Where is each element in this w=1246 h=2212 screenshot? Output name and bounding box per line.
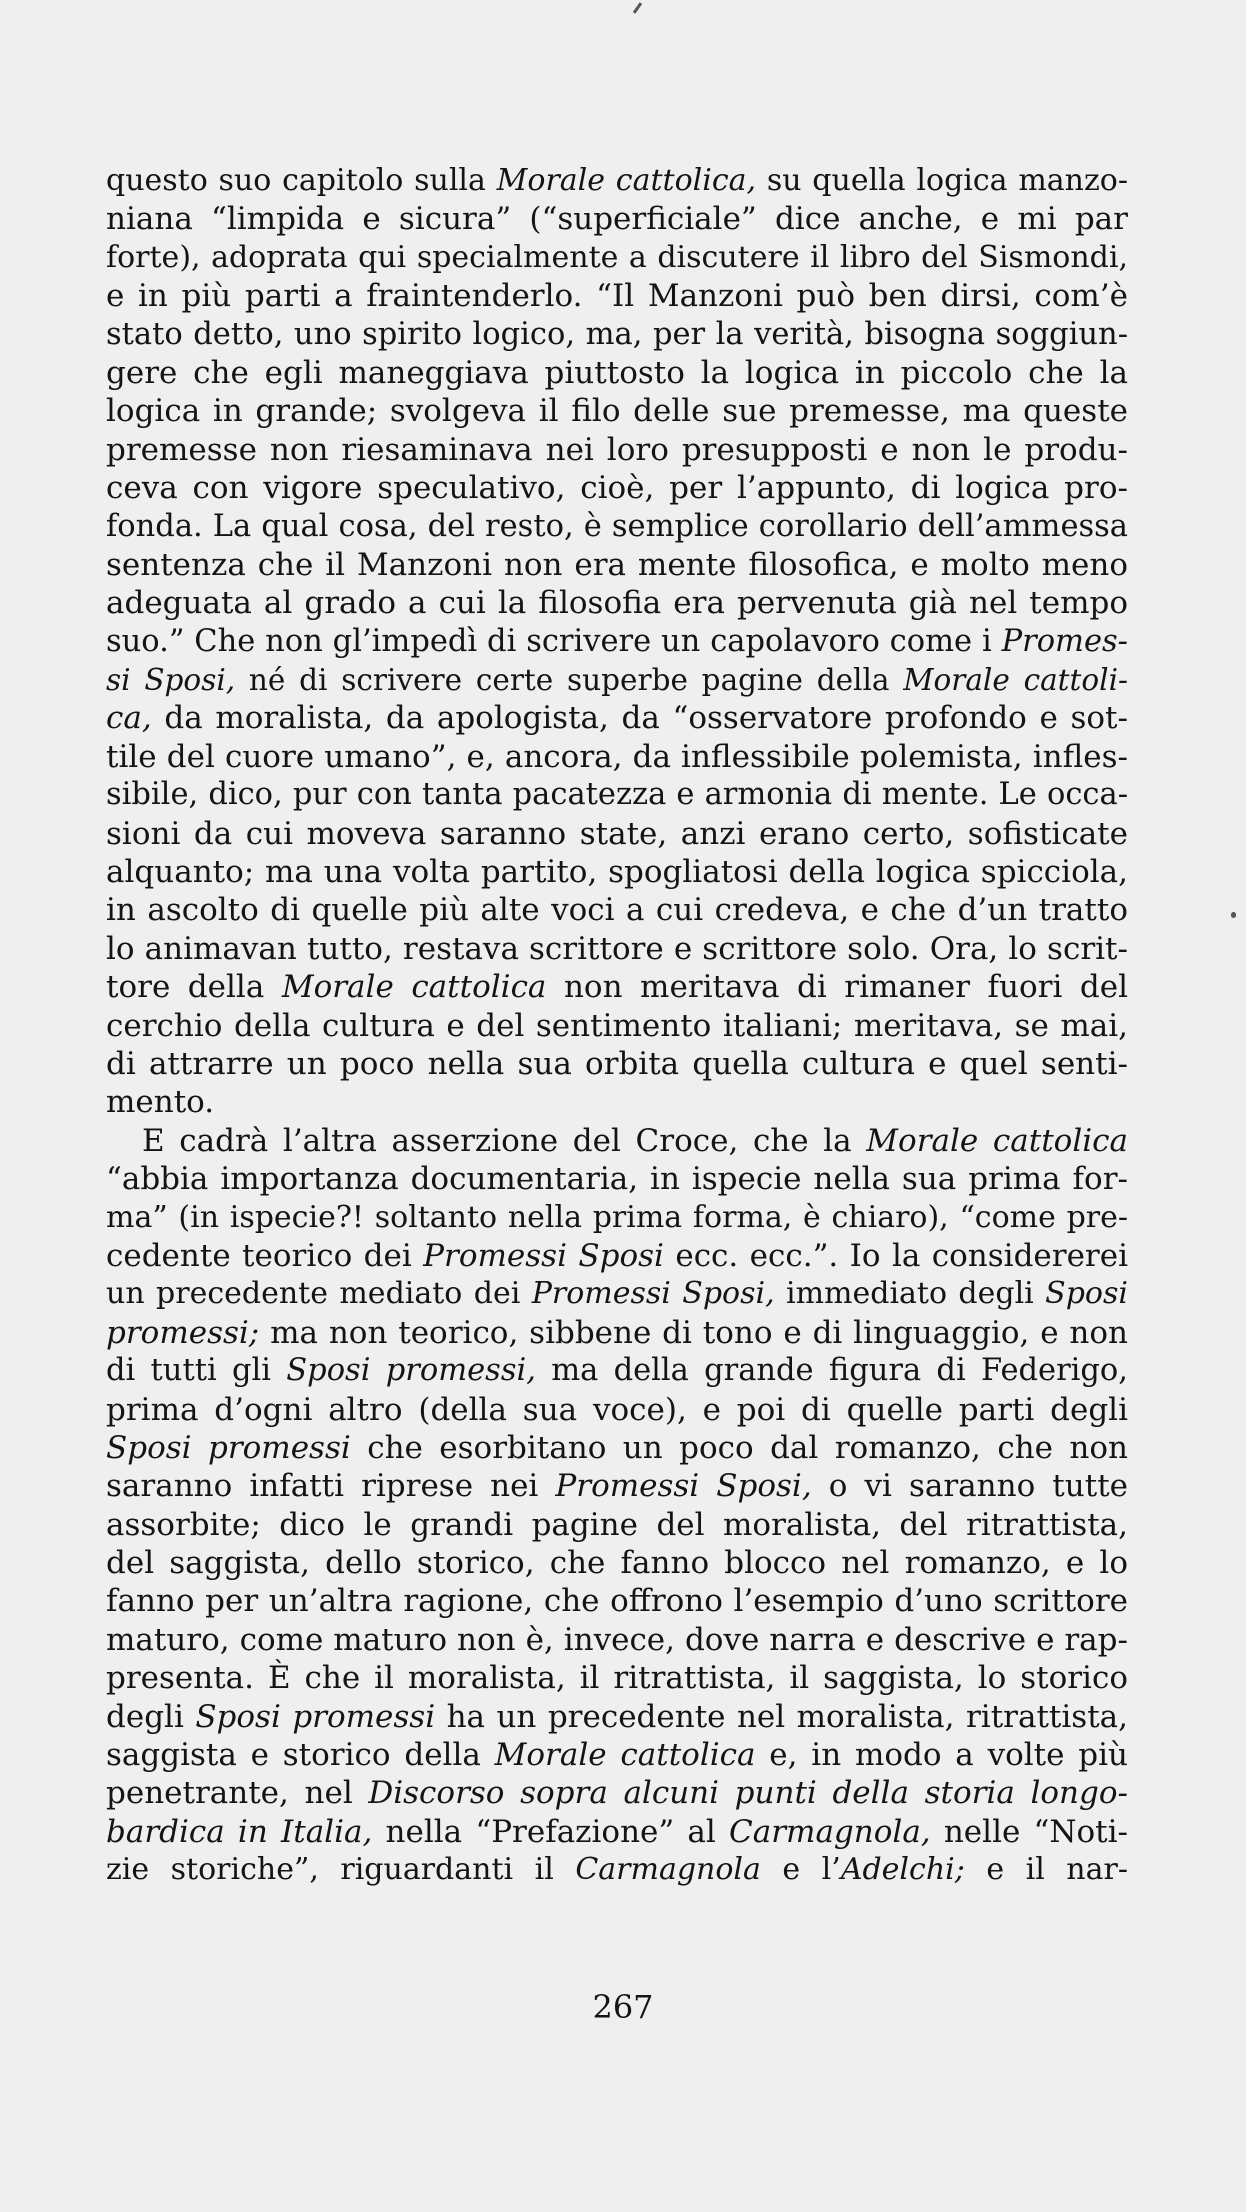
text-line — [106, 431, 1128, 469]
text-segment: assorbite; dico le grandi pagine del moralista, del ritrattista, — [106, 1506, 1128, 1543]
text-line — [106, 392, 1128, 430]
italic-text: Sposi — [1045, 1276, 1128, 1312]
text-segment: presenta. È che il moralista, il ritrattista, il saggista, lo storico — [106, 1660, 1128, 1697]
text-segment: fonda. La qual cosa, del resto, è semplice corollario dell’ammessa — [106, 508, 1128, 544]
text-segment: “abbia importanza documentaria, in ispecie nella sua prima for- — [106, 1161, 1128, 1198]
text-segment: E cadrà l’altra asserzione del Croce, che la — [142, 1122, 867, 1159]
text-line — [106, 1544, 1128, 1582]
text-line — [106, 1621, 1128, 1659]
italic-text: Sposi promessi — [106, 1429, 351, 1466]
body-text — [106, 162, 1128, 1890]
text-line — [106, 776, 1128, 814]
text-segment: né di scrivere certe superbe pagine della — [235, 663, 904, 698]
text-segment: penetrante, nel — [106, 1775, 369, 1812]
italic-text: Discorso sopra alcuni punti della storia longo- — [368, 1775, 1128, 1812]
text-line — [106, 354, 1128, 392]
italic-text: Promes- — [1001, 623, 1128, 659]
text-line — [106, 1429, 1128, 1467]
text-line — [106, 1467, 1128, 1505]
text-line — [106, 661, 1128, 699]
text-line — [106, 1352, 1128, 1390]
text-line — [106, 546, 1128, 584]
text-line — [106, 1659, 1128, 1697]
text-segment: maturo, come maturo non è, invece, dove narra e descrive e rap- — [106, 1621, 1128, 1658]
italic-text: Morale cattolica, — [496, 163, 757, 198]
text-line — [106, 1045, 1128, 1083]
text-segment: sibile, dico, pur con tanta pacatezza e armonia di mente. Le occa- — [106, 777, 1128, 813]
text-line — [106, 699, 1128, 737]
text-segment: che esorbitano un poco dal romanzo, che non — [350, 1429, 1128, 1466]
text-segment: suo.” Che non gl’impedì di scrivere un capolavoro come i — [106, 623, 1002, 659]
italic-text: Morale cattolica — [281, 969, 547, 1006]
text-segment: degli — [106, 1698, 196, 1735]
text-line — [106, 1083, 1128, 1121]
text-line — [106, 1314, 1128, 1352]
text-line — [106, 623, 1128, 661]
text-segment: questo suo capitolo sulla — [106, 163, 497, 198]
text-line — [106, 1122, 1128, 1160]
text-segment: fanno per un’altra ragione, che offrono l’esempio d’uno scrittore — [106, 1583, 1128, 1620]
text-segment: premesse non riesaminava nei loro presupposti e non le produ- — [106, 431, 1128, 468]
text-line — [106, 1160, 1128, 1198]
text-segment: mento. — [106, 1084, 215, 1121]
text-segment: cedente teorico dei — [106, 1237, 424, 1274]
italic-text: Sposi promessi — [195, 1698, 436, 1735]
text-segment: forte), adoprata qui specialmente a discutere il libro del Sismondi, — [106, 239, 1128, 275]
text-segment: niana “limpida e sicura” (“superficiale” dice anche, e mi par — [106, 201, 1128, 238]
text-line — [106, 1774, 1128, 1812]
italic-text: ca, — [106, 700, 152, 737]
text-line — [106, 1007, 1128, 1045]
italic-text: Morale cattolica — [494, 1737, 756, 1774]
text-segment: un precedente mediato dei — [106, 1276, 532, 1312]
text-segment: ma della grande figura di Federigo, — [535, 1353, 1128, 1389]
text-segment: su quella logica manzo- — [756, 163, 1128, 198]
scan-mark — [633, 2, 642, 14]
text-line — [106, 508, 1128, 546]
text-segment: tile del cuore umano”, e, ancora, da inflessibile polemista, infles- — [106, 738, 1128, 775]
text-segment: ma non teorico, sibbene di tono e di linguaggio, e non — [259, 1314, 1128, 1351]
text-line — [106, 1813, 1128, 1851]
text-segment: prima d’ogni altro (della sua voce), e poi di quelle parti degli — [106, 1391, 1128, 1428]
text-segment: adeguata al grado a cui la filosofia era pervenuta già nel tempo — [106, 585, 1128, 622]
italic-text: Promessi Sposi, — [531, 1276, 775, 1312]
text-line — [106, 853, 1128, 891]
text-line — [106, 200, 1128, 238]
text-line — [106, 316, 1128, 354]
text-segment: nelle “Noti- — [930, 1813, 1128, 1850]
text-line — [106, 738, 1128, 776]
italic-text: Sposi promessi, — [286, 1353, 536, 1389]
italic-text: promessi; — [106, 1314, 260, 1351]
text-segment: e il nar- — [964, 1852, 1128, 1888]
scan-mark — [1231, 912, 1236, 918]
text-segment: stato detto, uno spirito logico, ma, per la verità, bisogna soggiun- — [106, 316, 1128, 352]
text-line — [106, 1199, 1128, 1237]
text-segment: di tutti gli — [106, 1353, 287, 1389]
text-line — [106, 1851, 1128, 1889]
text-segment: saggista e storico della — [106, 1737, 495, 1774]
italic-text: si Sposi, — [106, 663, 236, 698]
italic-text: bardica in Italia, — [106, 1813, 373, 1850]
text-segment: zie storiche”, riguardanti il — [106, 1852, 576, 1888]
text-segment: in ascolto di quelle più alte voci a cui credeva, e che d’un tratto — [106, 892, 1128, 929]
text-segment: e, in modo a volte più — [755, 1737, 1128, 1774]
text-line — [106, 277, 1128, 315]
text-line — [106, 1582, 1128, 1620]
text-segment: da moralista, da apologista, da “osservatore profondo e sot- — [151, 700, 1128, 737]
text-segment: cerchio della cultura e del sentimento italiani; meritava, se mai, — [106, 1007, 1128, 1044]
text-segment: del saggista, dello storico, che fanno blocco nel romanzo, e lo — [106, 1545, 1128, 1582]
page-number: 267 — [592, 1988, 654, 2026]
italic-text: Carmagnola — [575, 1852, 761, 1888]
text-segment: ecc. ecc.”. Io la considererei — [663, 1237, 1128, 1274]
text-line — [106, 469, 1128, 507]
text-segment: ma” (in ispecie?! soltanto nella prima forma, è chiaro), “come pre- — [106, 1199, 1128, 1235]
italic-text: Carmagnola, — [729, 1813, 931, 1850]
text-segment: non meritava di rimaner fuori del — [546, 969, 1128, 1006]
text-segment: o vi saranno tutte — [811, 1468, 1128, 1505]
text-line — [106, 891, 1128, 929]
italic-text: Promessi Sposi, — [555, 1468, 812, 1505]
text-segment: nella “Prefazione” al — [372, 1813, 730, 1850]
text-segment: e in più parti a fraintenderlo. “Il Manzoni può ben dirsi, com’è — [106, 278, 1128, 315]
text-segment: alquanto; ma una volta partito, spogliatosi della logica spicciola, — [106, 854, 1128, 891]
italic-text: Morale cattoli- — [903, 663, 1128, 698]
text-segment: di attrarre un poco nella sua orbita quella cultura e quel senti- — [106, 1045, 1128, 1082]
text-line — [106, 239, 1128, 277]
text-segment: saranno infatti riprese nei — [106, 1468, 556, 1505]
text-segment: immediato degli — [774, 1276, 1046, 1312]
text-line — [106, 1275, 1128, 1313]
text-segment: ha un precedente nel moralista, ritrattista, — [435, 1698, 1128, 1735]
text-line — [106, 1237, 1128, 1275]
text-segment: sioni da cui moveva saranno state, anzi erano certo, sofisticate — [106, 815, 1128, 852]
italic-text: Adelchi; — [840, 1852, 965, 1888]
italic-text: Promessi Sposi — [423, 1237, 664, 1274]
text-line — [106, 968, 1128, 1006]
text-line — [106, 930, 1128, 968]
text-segment: lo animavan tutto, restava scrittore e scrittore solo. Ora, lo scrit- — [106, 930, 1128, 967]
text-line — [106, 1391, 1128, 1429]
text-segment: logica in grande; svolgeva il filo delle sue premesse, ma queste — [106, 393, 1128, 430]
text-line — [106, 584, 1128, 622]
text-segment: tore della — [106, 969, 282, 1006]
text-line — [106, 1698, 1128, 1736]
text-segment: gere che egli maneggiava piuttosto la logica in piccolo che la — [106, 354, 1128, 391]
text-line — [106, 162, 1128, 200]
text-segment: ceva con vigore speculativo, cioè, per l’appunto, di logica pro- — [106, 470, 1128, 507]
text-segment: sentenza che il Manzoni non era mente filosofica, e molto meno — [106, 546, 1128, 583]
italic-text: Morale cattolica — [866, 1122, 1128, 1159]
text-line — [106, 1736, 1128, 1774]
text-line — [106, 815, 1128, 853]
text-segment: e l’ — [760, 1852, 841, 1888]
text-line — [106, 1506, 1128, 1544]
